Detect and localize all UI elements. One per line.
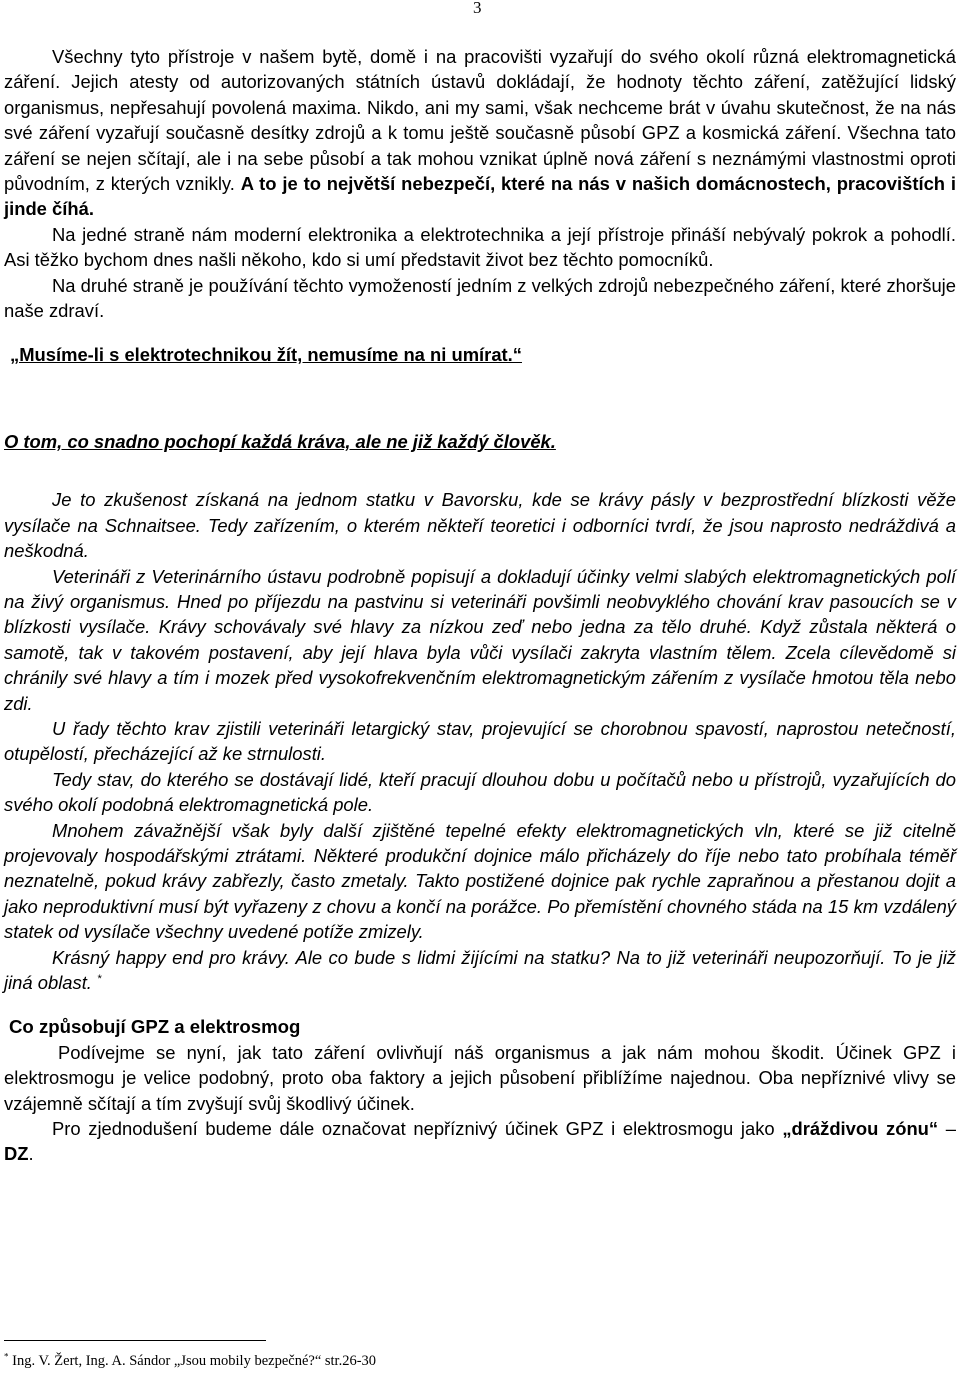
term-abbreviation: DZ <box>4 1143 29 1165</box>
story-paragraph-2: Veterináři z Veterinárního ústavu podrobně popisují a dokladují účinky velmi slabých elektromagnetických polí na živý organismus. Hned po příjezdu na pastvinu si veterináři povšimli neobvyklého chování krav pasoucích se v blízkosti vysílače. Krávy schovávaly své hlavy za nízkou zeď nebo jedna za tělo druhé. Když zůstala některá o samotě, tak v takovém postavení, aby její hlava byla vůči vysílači zakryta vlastním tělem. Zcela cílevědomě si chránily své hlavy a tím i mozek před vysokofrekvenčním elektromagnetickým zářením z vysílače hmotou těla nebo zdi. <box>4 565 956 714</box>
story-paragraph-5: Mnohem závažnější však byly další zjištěné tepelné efekty elektromagnetických vln, které se již citelně projevovaly hospodářskými ztrátami. Některé produkční dojnice málo přicházely do říje nebo tato probíhala téměř neznatelně, pokud krávy zabřezly, často zmetaly. Takto postižené dojnice pak rychle zapraňnou a přestanou dojit a jako neproduktivní musí být vyřazeny z chovu a končí na porážce. Po přemístění chovného stáda na 15 km vzdálený statek od vysílače všechny uvedené potíže zmizely. <box>4 819 956 943</box>
story-paragraph-1: Je to zkušenost získaná na jednom statku v Bavorsku, kde se krávy pásly v bezprostřední blízkosti věže vysílače na Schnaitsee. Tedy zařízením, o kterém někteří teoretici i odborníci tvrdí, že jsou naprosto nedráždivá a neškodná. <box>4 489 956 562</box>
footnote-reference: * <box>97 973 102 986</box>
footnote-text: Ing. V. Žert, Ing. A. Sándor „Jsou mobily bezpečné?“ str.26-30 <box>8 1353 377 1369</box>
intro-paragraph-1-text: Všechny tyto přístroje v našem bytě, domě i na pracovišti vyzařují do svého okolí různá elektromagnetická záření. Jejich atesty od autorizovaných státních ústavů dokládají, že hodnoty těchto záření, zatěžující lidský organismus, nepřesahují povolená maxima. Nikdo, ani my sami, však nechceme brát v úvahu skutečnost, že na nás své záření vyzařují současně desítky zdrojů a k tomu ještě současně působí GPZ a kosmická záření. Všechna tato záření se nejen sčítají, ale i na sebe působí a tak mohou vznikat úplně nová záření s neznámými vlastnostmi oproti původním, z kterých vznikly. <box>4 46 956 195</box>
document-body <box>4 44 956 1167</box>
story-paragraph-6-text: Krásný happy end pro krávy. Ale co bude s lidmi žijícími na statku? Na to již veterináři neupozorňují. To je již jiná oblast. <box>4 946 956 993</box>
section-paragraph-2-text: Pro zjednodušení budeme dále označovat nepříznivý účinek GPZ i elektrosmogu jako <box>52 1118 783 1140</box>
section-paragraph-2-end: . <box>28 1143 34 1165</box>
footnote-mark: * <box>4 1351 9 1362</box>
intro-paragraph-2: Na jedné straně nám moderní elektronika a elektrotechnika a její přístroje přináší nebývalý pokrok a pohodlí. Asi těžko bychom dnes našli někoho, kdo si umí představit život bez těchto pomocníků. <box>4 223 956 271</box>
story-paragraph-6 <box>4 945 956 996</box>
intro-paragraph-1-emphasis: A to je to největší nebezpečí, které na nás v našich domácnostech, pracovištích i jinde číhá. <box>4 173 956 220</box>
slogan: „Musíme-li s elektrotechnikou žít, nemusíme na ni umírat.“ <box>10 344 522 366</box>
section-heading: Co způsobují GPZ a elektrosmog <box>9 1016 301 1038</box>
footnote-divider <box>4 1340 266 1341</box>
term-irritant-zone: „dráždivou zónu“ <box>782 1118 939 1140</box>
story-paragraph-3: U řady těchto krav zjistili veterináři letargický stav, projevující se chorobnou spavostí, naprostou netečností, otupělostí, přecházející až ke strnulosti. <box>4 717 956 765</box>
section-paragraph-1: Podívejme se nyní, jak tato záření ovlivňují náš organismus a jak nám mohou škodit. Účinek GPZ i elektrosmogu je velice podobný, proto oba faktory a jejich působení přiblížíme najednou. Oba nepříznivé vlivy se vzájemně sčítají a tím zvyšují svůj škodlivý účinek. <box>4 1041 956 1114</box>
story-subtitle: O tom, co snadno pochopí každá kráva, ale ne již každý člověk. <box>4 430 556 452</box>
term-dash: – <box>938 1118 956 1140</box>
section-paragraph-2 <box>4 1116 956 1167</box>
page-number: 3 <box>473 0 482 17</box>
story-paragraph-4: Tedy stav, do kterého se dostávají lidé, kteří pracují dlouhou dobu u počítačů nebo u přístrojů, vyzařujících do svého okolí podobná elektromagnetická pole. <box>4 768 956 816</box>
intro-paragraph-1 <box>4 44 956 222</box>
footnote <box>4 1353 376 1370</box>
intro-paragraph-3: Na druhé straně je používání těchto vymožeností jedním z velkých zdrojů nebezpečného záření, které zhoršuje naše zdraví. <box>4 274 956 322</box>
